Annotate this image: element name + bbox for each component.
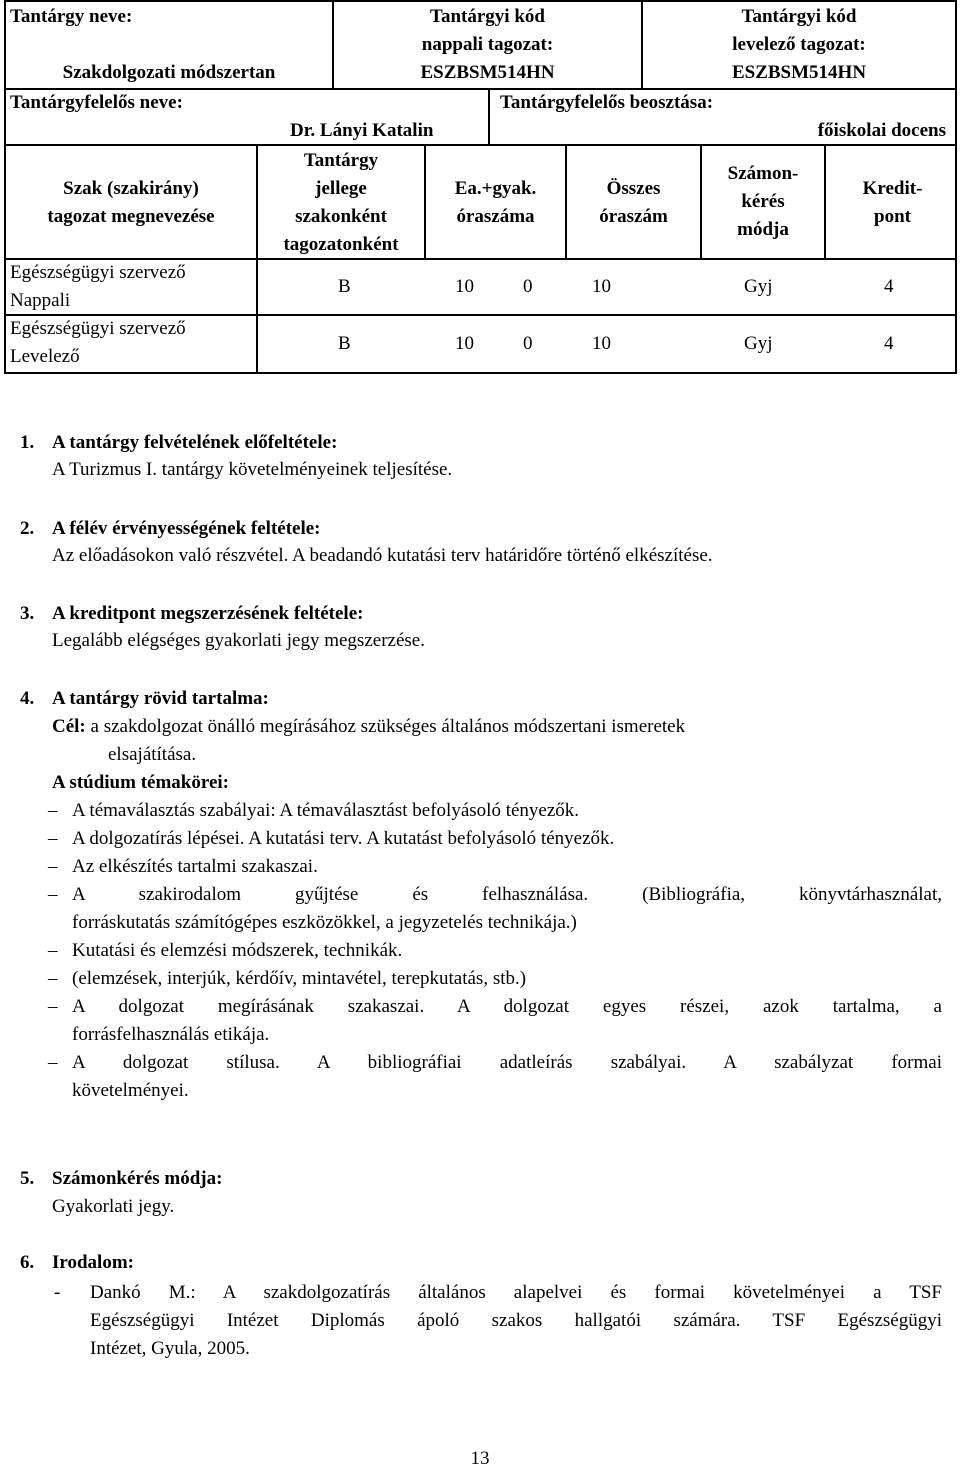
hours-header-1: Ea.+gyak. (454, 178, 537, 199)
section-text: Az előadásokon való részvétel. A beadandó kutatási terv határidőre történő elkészítése. (52, 545, 713, 566)
practice-hours: 0 (523, 333, 533, 354)
subject-type: B (338, 276, 351, 297)
type-header-4: tagozatonként (283, 234, 399, 255)
responsible-name: Dr. Lányi Katalin (290, 120, 434, 141)
section-title: Számonkérés módja: (52, 1168, 223, 1189)
total-header-2: óraszám (599, 206, 668, 227)
type-header-1: Tantárgy (303, 150, 379, 171)
exam-type: Gyj (744, 276, 773, 297)
list-item: A dolgozat stílusa. A bibliográfiai adatleírás szabályai. A szabályzat formai (72, 1052, 942, 1073)
responsible-position-label: Tantárgyfelelős beosztása: (500, 92, 714, 113)
exam-header-1: Számon- (727, 163, 799, 184)
literature-line: Egészségügyi Intézet Diplomás ápoló szakos hallgatói számára. TSF Egészségügyi (90, 1310, 942, 1331)
total-hours: 10 (592, 333, 611, 354)
hours-header-2: óraszáma (456, 206, 535, 227)
list-item: A dolgozatírás lépései. A kutatási terv. A kutatást befolyásoló tényezők. (72, 828, 615, 849)
literature-line: Dankó M.: A szakdolgozatírás általános alapelvei és formai követelményei a TSF (90, 1282, 942, 1303)
corr-code-label-1: Tantárgyi kód (741, 6, 857, 27)
exam-type: Gyj (744, 333, 773, 354)
hyphen-bullet-icon: - (54, 1282, 61, 1303)
exam-header-3: módja (737, 219, 789, 240)
page-number: 13 (470, 1448, 490, 1469)
section-text: A Turizmus I. tantárgy követelményeinek teljesítése. (52, 459, 453, 480)
list-item-cont: forráskutatás számítógépes eszközökkel, a jegyzetelés technikája.) (72, 912, 577, 933)
responsible-position: főiskolai docens (817, 120, 946, 141)
corr-code: ESZBSM514HN (731, 62, 867, 83)
list-item: (elemzések, interjúk, kérdőív, mintavétel, terepkutatás, stb.) (72, 968, 527, 989)
section-number: 4. (20, 688, 35, 709)
literature-line: Intézet, Gyula, 2005. (90, 1338, 250, 1359)
major-header-1: Szak (szakirány) (63, 178, 199, 199)
section-title: A kreditpont megszerzésének feltétele: (52, 603, 364, 624)
dash-bullet-icon: – (48, 800, 58, 821)
section-number: 6. (20, 1252, 35, 1273)
day-code-label-2: nappali tagozat: (421, 34, 554, 55)
list-item: A szakirodalom gyűjtése és felhasználása. (Bibliográfia, könyvtárhasználat, (72, 884, 942, 905)
major-mode: Levelező (10, 346, 80, 367)
day-code: ESZBSM514HN (420, 62, 555, 83)
list-item: A dolgozat megírásának szakaszai. A dolgozat egyes részei, azok tartalma, a (72, 996, 942, 1017)
list-item: A témaválasztás szabályai: A témaválasztást befolyásoló tényezők. (72, 800, 580, 821)
dash-bullet-icon: – (48, 968, 58, 989)
subject-name-label: Tantárgy neve: (10, 6, 133, 27)
day-code-label-1: Tantárgyi kód (430, 6, 545, 27)
dash-bullet-icon: – (48, 828, 58, 849)
subject-type: B (338, 333, 351, 354)
total-header-1: Összes (606, 178, 661, 199)
major-name: Egészségügyi szervező (10, 262, 186, 283)
major-name: Egészségügyi szervező (10, 318, 186, 339)
dash-bullet-icon: – (48, 856, 58, 877)
list-item-cont: forrásfelhasználás etikája. (72, 1024, 270, 1045)
major-mode: Nappali (10, 290, 71, 311)
credit-header-2: pont (874, 206, 911, 227)
credit-header-1: Kredit- (862, 178, 923, 199)
section-number: 1. (20, 432, 35, 453)
type-header-2: jellege (315, 178, 367, 199)
lecture-hours: 10 (455, 333, 474, 354)
list-item: Az elkészítés tartalmi szakaszai. (72, 856, 318, 877)
section-number: 2. (20, 518, 35, 539)
section-title: A tantárgy felvételének előfeltétele: (52, 432, 338, 453)
section-title: A tantárgy rövid tartalma: (52, 688, 269, 709)
section-text: Legalább elégséges gyakorlati jegy megszerzése. (52, 630, 425, 651)
lecture-hours: 10 (455, 276, 474, 297)
section-title: A félév érvényességének feltétele: (52, 518, 321, 539)
practice-hours: 0 (523, 276, 533, 297)
dash-bullet-icon: – (48, 1052, 58, 1073)
dash-bullet-icon: – (48, 940, 58, 961)
dash-bullet-icon: – (48, 996, 58, 1017)
list-item-cont: követelményei. (72, 1080, 189, 1101)
goal-label: Cél: (52, 716, 86, 737)
goal-text-cont: elsajátítása. (108, 744, 197, 765)
corr-code-label-2: levelező tagozat: (732, 34, 866, 55)
responsible-name-label: Tantárgyfelelős neve: (10, 92, 183, 113)
credits: 4 (884, 333, 894, 354)
type-header-3: szakonként (295, 206, 387, 227)
major-header-2: tagozat megnevezése (47, 206, 215, 227)
exam-header-2: kérés (741, 191, 785, 212)
goal-text: a szakdolgozat önálló megírásához szükséges általános módszertani ismeretek (90, 716, 686, 737)
section-number: 5. (20, 1168, 35, 1189)
subject-name: Szakdolgozati módszertan (62, 62, 276, 83)
credits: 4 (884, 276, 894, 297)
list-item: Kutatási és elemzési módszerek, technikák. (72, 940, 403, 961)
section-title: Irodalom: (52, 1252, 134, 1273)
total-hours: 10 (592, 276, 611, 297)
section-number: 3. (20, 603, 35, 624)
dash-bullet-icon: – (48, 884, 58, 905)
topics-label: A stúdium témakörei: (52, 772, 229, 793)
section-text: Gyakorlati jegy. (52, 1196, 175, 1217)
